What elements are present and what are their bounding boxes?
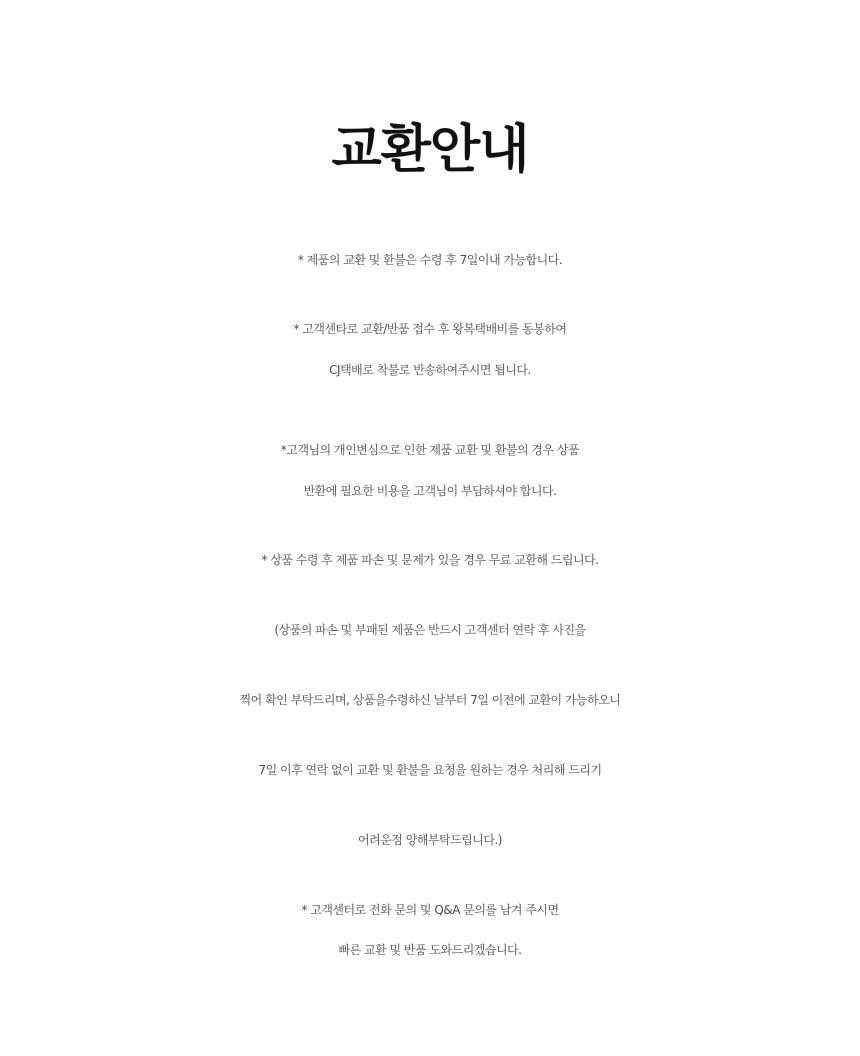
notice-line: *고객님의 개인변심으로 인한 제품 교환 및 환불의 경우 상품 [280, 443, 580, 457]
notice-line: 7일 이후 연락 없이 교환 및 환불을 요청을 원하는 경우 처리해 드리기 [258, 763, 602, 777]
notice-line: 찍어 확인 부탁드리며, 상품을수령하신 날부터 7일 이전에 교환이 가능하오니 [239, 693, 621, 707]
notice-line: * 고객센터로 전화 문의 및 Q&A 문의를 남겨 주시면 [301, 903, 559, 917]
page-title: 교환안내 [331, 120, 529, 180]
notice-line: * 제품의 교환 및 환불은 수령 후 7일이내 가능합니다. [297, 253, 563, 267]
notice-line: * 고객센타로 교환/반품 접수 후 왕복택배비를 동봉하여 [293, 322, 567, 336]
notice-line: CJ택배로 착불로 반송하여주시면 됩니다. [329, 363, 531, 377]
notice-line: 빠른 교환 및 반품 도와드리겠습니다. [338, 943, 522, 957]
notice-line: (상품의 파손 및 부패된 제품은 반드시 고객센터 연락 후 사진을 [274, 623, 586, 637]
notice-line: * 상품 수령 후 제품 파손 및 문제가 있을 경우 무료 교환해 드립니다. [261, 553, 599, 567]
notice-line: 반환에 필요한 비용을 고객님이 부담하셔야 합니다. [303, 484, 557, 498]
notice-line: 어려운점 양해부탁드립니다.) [358, 833, 502, 847]
